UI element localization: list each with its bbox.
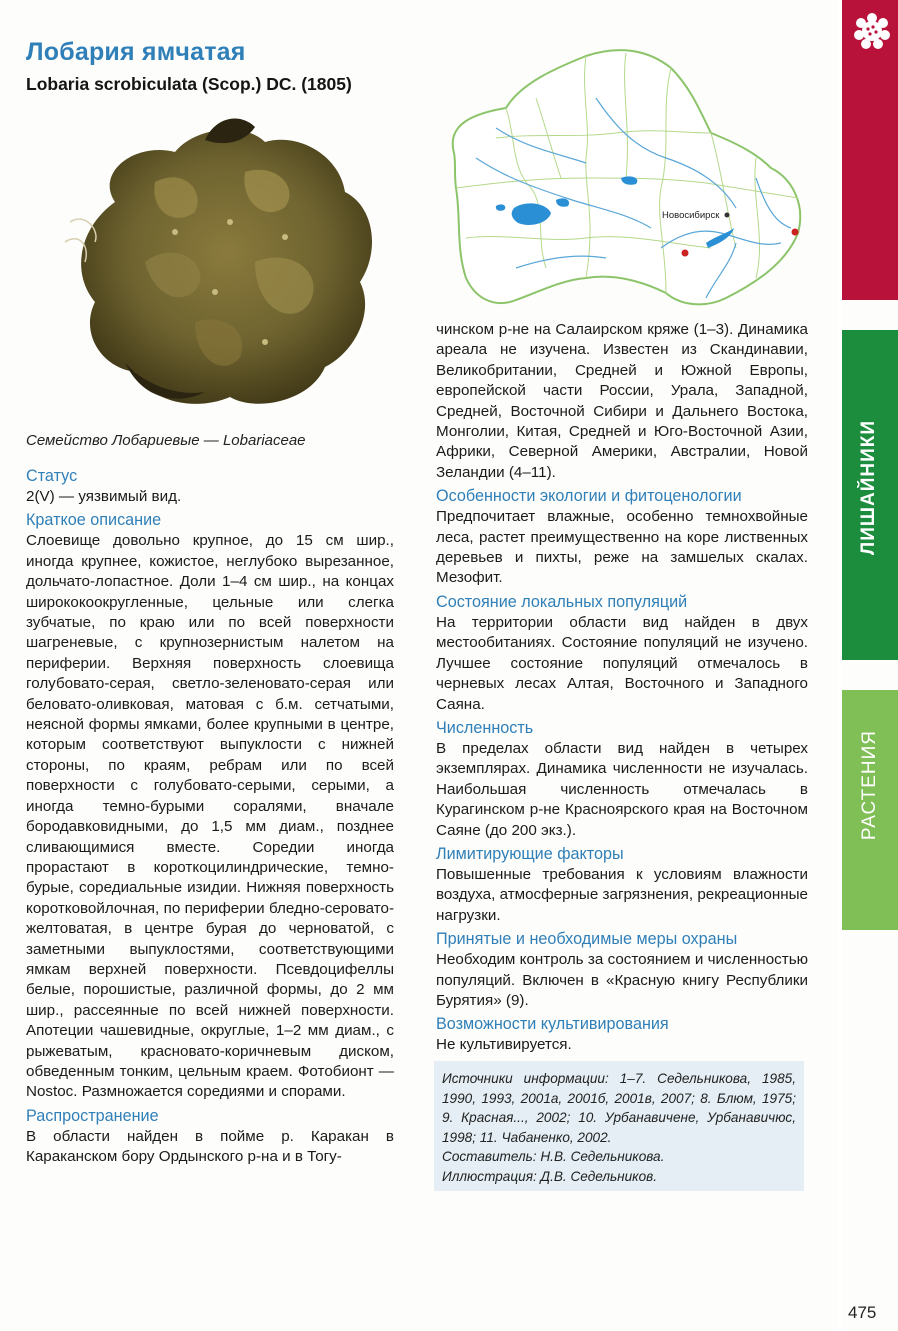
- section-heading-limiting-factors: Лимитирующие факторы: [436, 844, 624, 863]
- distribution-continuation: чинском р-не на Салаирском кряже (1–3). Динамика ареала не изучена. Известен из Скандинавии, Великобритании, Средней и Южной Европы, европейской части России, Урала, Западной, Средней, Восточной Сибири и Дальнего Востока, Монголии, Китая, Средней и Юго-Восточной Азии, Африки, Северной Америки, Австралии, Новой Зеландии (4–11).: [436, 321, 808, 481]
- section-heading-cultivation: Возможности культивирования: [436, 1015, 669, 1034]
- figure-caption: Семейство Лобариевые — Lobariaceae: [26, 432, 306, 449]
- lichen-specimen-image: [55, 112, 395, 422]
- side-band: [842, 0, 898, 1300]
- section-text-populations: На территории области вид найден в двух местообитаниях. Состояние популяций не изучено. Лучшее состояние популяций отмечалось в черневых лесах Алтая, Восточного и Западного Саяна.: [436, 613, 808, 713]
- section-heading-populations: Состояние локальных популяций: [436, 592, 688, 611]
- section-text-protection: Необходим контроль за состоянием и численностью популяций. Включен в «Красную книгу Республики Бурятия» (9).: [436, 951, 808, 1009]
- section-text-abundance: В пределах области вид найден в четырех экземплярах. Динамика численности не изучалась. Наибольшая численность отмечалась в Курагинском р-не Красноярского края на Восточном Саяне (до 200 экз.).: [436, 739, 808, 839]
- section-text-description: Слоевище довольно крупное, до 15 см шир., иногда крупнее, кожистое, неглубоко вырезанное, дольчато-лопастное. Доли 1–4 см шир., на концах ширококоокругленные, цельные или слегка зубчатые, по краю или по всей поверхности шагреневые, с крупнозернистым налетом на периферии. Верхняя поверхность слоевища голубовато-серая, светло-зеленовато-серая или беловато-оливковая, матовая с б.м. сетчатыми, неясной формы ямками, более крупными в центре, которым соответствуют выпуклости с нижней стороны, по краям, ребрам или по всей поверхности с голубовато-серыми, серыми, а иногда темно-бурыми соралями, вначале бородавковидными, до 1,5 мм диам., позднее сливающимися вместе. Соредии иногда прорастают в короткоцилиндрические, темно-бурые, соредиальные изидии. Нижняя поверхность коротковойлочная, по периферии бледно-серовато-желтоватая, в центре бурая до черноватой, с заметными выпуклостями, соответствующими ямкам верхней поверхности. Псевдоцифеллы белые, порошистые, различной формы, до 2 мм шир., рассеянные по всей нижней поверхности. Апотеции чашевидные, округлые, 1–2 мм диам., с рыжеватым, красновато-коричневым диском, обведенным тонким, цельным краем. Фотобионт — Nostoc. Размножается соредиями и спорами.: [26, 532, 394, 1101]
- sources-box: [434, 1061, 804, 1191]
- section-text-cultivation: Не культивируется.: [436, 1036, 572, 1054]
- map-finding-point: [682, 250, 689, 257]
- side-label-plants: РАСТЕНИЯ: [859, 730, 880, 841]
- distribution-map: [436, 38, 816, 313]
- species-title-latin: Lobaria scrobiculata (Scop.) DC. (1805): [26, 74, 352, 94]
- sources-text: Источники информации: 1–7. Седельникова, 1985, 1990, 1993, 2001а, 2001б, 2001в, 2007; 8. Блюм, 1975; 9. Красная..., 2002; 10. Урбанавичене, Урбанавичюс, 1998; 11. Чабаненко, 2002.: [442, 1071, 796, 1145]
- section-text-status: 2(V) — уязвимый вид.: [26, 488, 182, 505]
- section-heading-status: Статус: [26, 467, 78, 485]
- left-text-column: [26, 466, 394, 1168]
- page-number: 475: [848, 1303, 877, 1322]
- map-city-label: Новосибирск: [662, 210, 720, 221]
- section-heading-protection: Принятые и необходимые меры охраны: [436, 930, 738, 949]
- compiler-credit: Составитель: Н.В. Седельникова.: [442, 1149, 665, 1165]
- section-heading-description: Краткое описание: [26, 511, 162, 530]
- section-text-ecology: Предпочитает влажные, особенно темнохвойные леса, растет преимущественно на коре лиственных деревьев и пихты, реже на замшелых скалах. Мезофит.: [436, 508, 808, 587]
- section-text-limiting-factors: Повышенные требования к условиям влажности воздуха, атмосферные загрязнения, рекреационные нагрузки.: [436, 865, 808, 924]
- right-text-column: [436, 320, 808, 1056]
- section-heading-abundance: Численность: [436, 718, 534, 737]
- illustration-credit: Иллюстрация: Д.В. Седельников.: [442, 1168, 658, 1184]
- flower-logo-icon: [853, 12, 891, 50]
- section-heading-distribution: Распространение: [26, 1106, 159, 1125]
- section-heading-ecology: Особенности экологии и фитоценологии: [436, 487, 742, 506]
- map-finding-point: [792, 229, 799, 236]
- section-text-distribution: В области найден в пойме р. Каракан в Караканском бору Ордынского р-на и в Тогу-: [26, 1127, 394, 1166]
- species-title-ru: Лобария ямчатая: [26, 38, 246, 66]
- side-label-lichens: ЛИШАЙНИКИ: [858, 420, 879, 556]
